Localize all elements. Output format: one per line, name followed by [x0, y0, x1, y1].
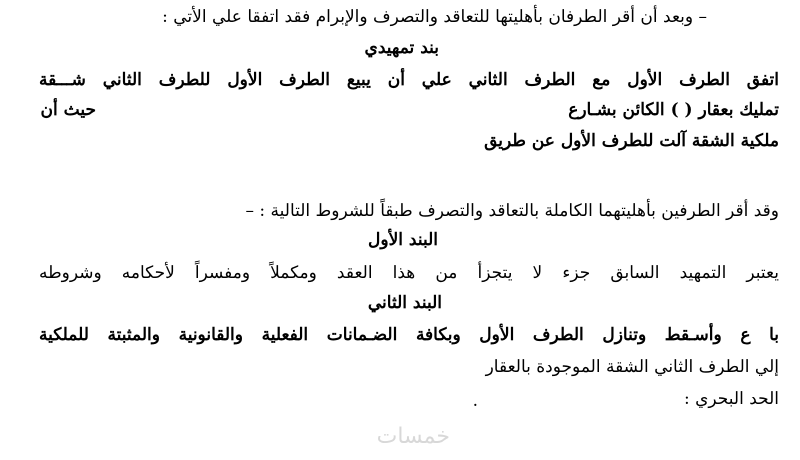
preamble-line-2-start: تمليك بعقار ( ) الكائن بشـارع	[568, 100, 779, 120]
boundary-north-label: الحد البحري :	[683, 389, 779, 409]
clause-2-line-1: با ع وأسـقط وتنازل الطرف الأول وبكافة الضـمانات الفعلية والقانونية والمثبتة للملكية	[39, 325, 779, 345]
clause-1-title: البند الأول	[368, 230, 438, 250]
clause-2-line-2: إلي الطرف الثاني الشقة الموجودة بالعقار	[485, 357, 779, 377]
preamble-title: بند تمهيدي	[364, 38, 439, 58]
intro-line: – وبعد أن أقر الطرفان بأهليتها للتعاقد والتصرف والإبرام فقد اتفقا علي الأتي :	[162, 7, 707, 27]
preamble-line-2-end: حيث أن	[40, 100, 96, 120]
preamble-line-1: اتفق الطرف الأول مع الطرف الثاني علي أن يبيع الطرف الأول للطرف الثاني شـــقة	[39, 70, 779, 90]
boundary-north-dot: .	[472, 391, 478, 411]
watermark-logo: خمسات	[376, 424, 450, 449]
agreement-line: وقد أقر الطرفين بأهليتهما الكاملة بالتعاقد والتصرف طبقاً للشروط التالية : –	[245, 201, 779, 221]
clause-1-text: يعتبر التمهيد السابق جزء لا يتجزأ من هذا العقد ومكملاً ومفسراً لأحكامه وشروطه	[39, 263, 779, 283]
preamble-line-3: ملكية الشقة آلت للطرف الأول عن طريق	[484, 131, 779, 151]
clause-2-title: البند الثاني	[367, 293, 442, 313]
